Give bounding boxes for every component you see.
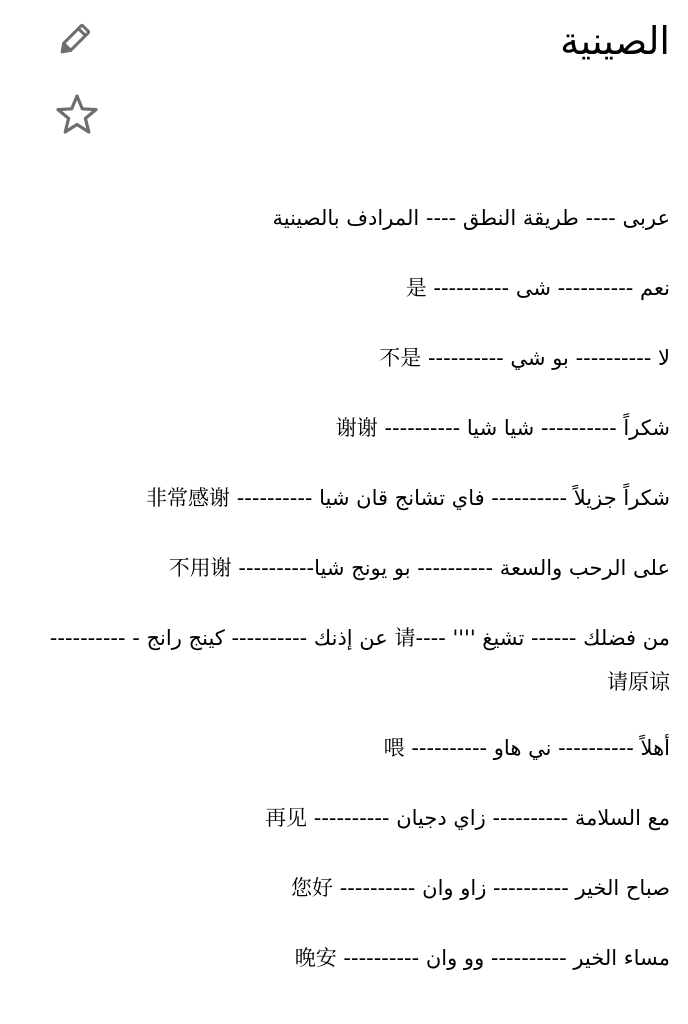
page-title: الصينية <box>560 19 670 63</box>
header-row: عربى ---- طريقة النطق ---- المرادف بالصينية <box>272 206 670 230</box>
phrase-row-thanks-a-lot: شكراً جزيلاً ---------- فاي تشانج قان شيا ---------- 非常感谢 <box>146 486 670 510</box>
phrase-row-goodbye: مع السلامة ---------- زاي دجيان ---------- 再见 <box>265 806 670 830</box>
phrase-row-yes: نعم ---------- شى ---------- 是 <box>405 276 670 300</box>
note-content[interactable] <box>30 196 670 1006</box>
phrase-row-hello: أهلاً ---------- ني هاو ---------- 喂 <box>383 736 670 760</box>
pencil-icon-graphic <box>54 14 100 60</box>
pencil-icon[interactable] <box>52 12 102 62</box>
star-icon-graphic <box>53 91 101 139</box>
phrase-row-please: من فضلك ------ تشيغ '''' ----请 عن إذنك ---------- كينج رانج - ---------- 请原谅 <box>49 626 670 694</box>
star-icon[interactable] <box>52 90 102 140</box>
phrase-row-thanks: شكراً ---------- شيا شيا ---------- 谢谢 <box>335 416 670 440</box>
phrase-row-welcome: على الرحب والسعة ---------- بو يونج شيا---------- 不用谢 <box>168 556 670 580</box>
phrase-row-good-morning: صباح الخير ---------- زاو وان ---------- 您好 <box>291 876 670 900</box>
phrase-row-no: لا ---------- بو شي ---------- 不是 <box>379 346 670 370</box>
phrase-row-good-evening: مساء الخير ---------- وو وان ---------- 晚安 <box>294 946 670 970</box>
